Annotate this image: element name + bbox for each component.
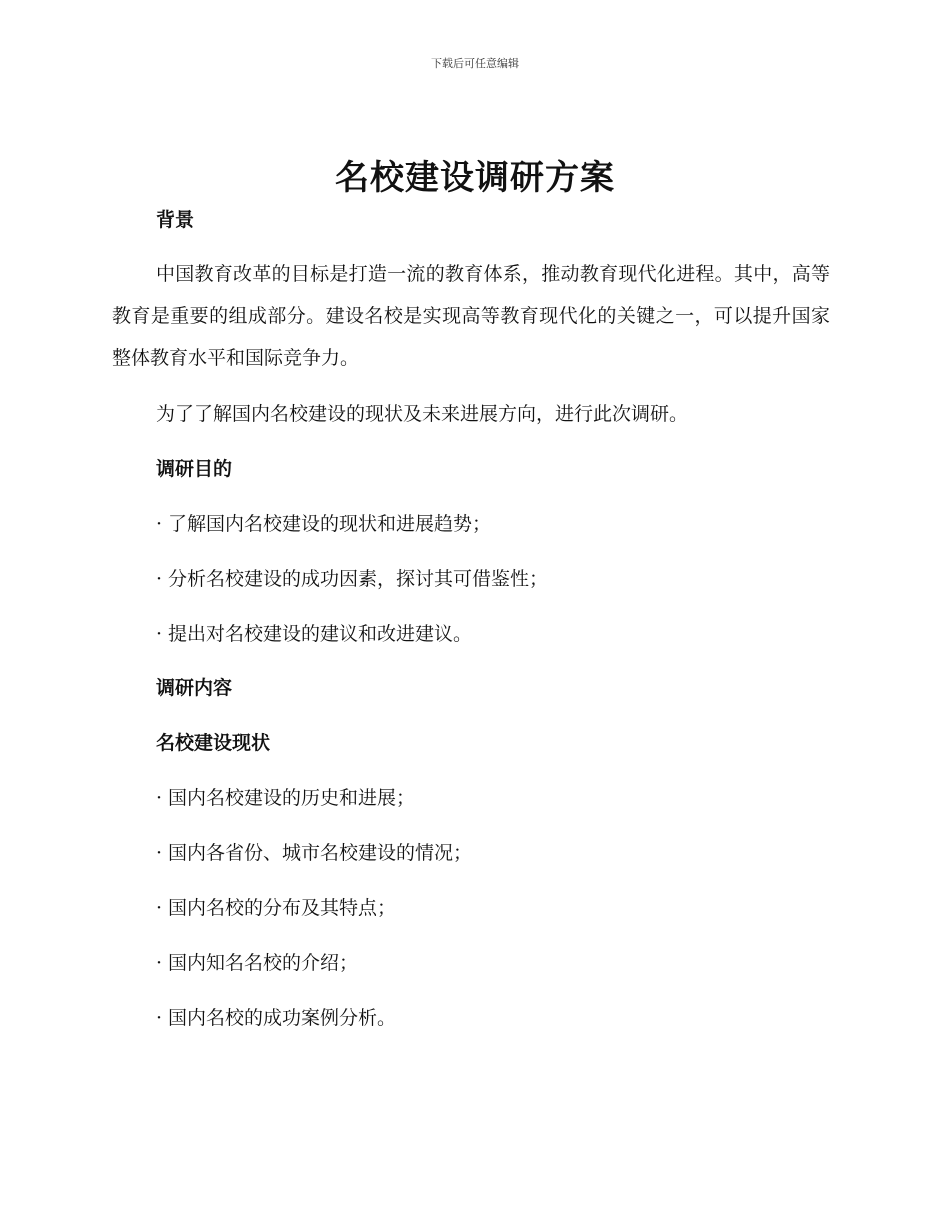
page-header-note: 下载后可任意编辑 — [431, 57, 519, 70]
list-item-text: 提出对名校建设的建议和改进建议。 — [168, 623, 473, 645]
bullet-icon: · — [156, 842, 163, 864]
paragraph-background-1: 中国教育改革的目标是打造一流的教育体系，推动教育现代化进程。其中，高等教育是重要的组成部分。建设名校是实现高等教育现代化的关键之一，可以提升国家整体教育水平和国际竞争力。 — [112, 263, 830, 369]
list-item-text: 国内名校的分布及其特点； — [168, 897, 397, 919]
bullet-icon: · — [156, 513, 163, 535]
heading-purpose: 调研目的 — [156, 458, 233, 480]
heading-content: 调研内容 — [156, 677, 233, 699]
list-item — [156, 1005, 396, 1032]
list-item-text: 国内名校的成功案例分析。 — [168, 1007, 397, 1029]
list-item — [156, 511, 491, 538]
heading-background: 背景 — [156, 209, 195, 231]
document-title: 名校建设调研方案 — [335, 158, 615, 198]
list-item-text: 了解国内名校建设的现状和进展趋势； — [168, 513, 492, 535]
bullet-icon: · — [156, 897, 163, 919]
list-item — [156, 566, 548, 593]
bullet-icon: · — [156, 787, 163, 809]
bullet-icon: · — [156, 1007, 163, 1029]
paragraph-background-2: 为了了解国内名校建设的现状及未来进展方向，进行此次调研。 — [156, 403, 689, 425]
list-item — [156, 840, 472, 867]
bullet-icon: · — [156, 952, 163, 974]
bullet-icon: · — [156, 568, 163, 590]
list-item-text: 分析名校建设的成功因素，探讨其可借鉴性； — [168, 568, 549, 590]
list-item-text: 国内各省份、城市名校建设的情况； — [168, 842, 473, 864]
list-item — [156, 895, 396, 922]
list-item — [156, 785, 415, 812]
heading-status: 名校建设现状 — [156, 732, 271, 754]
list-item-text: 国内知名名校的介绍； — [168, 952, 359, 974]
list-item — [156, 950, 358, 977]
bullet-icon: · — [156, 623, 163, 645]
list-item — [156, 621, 472, 648]
list-item-text: 国内名校建设的历史和进展； — [168, 787, 416, 809]
